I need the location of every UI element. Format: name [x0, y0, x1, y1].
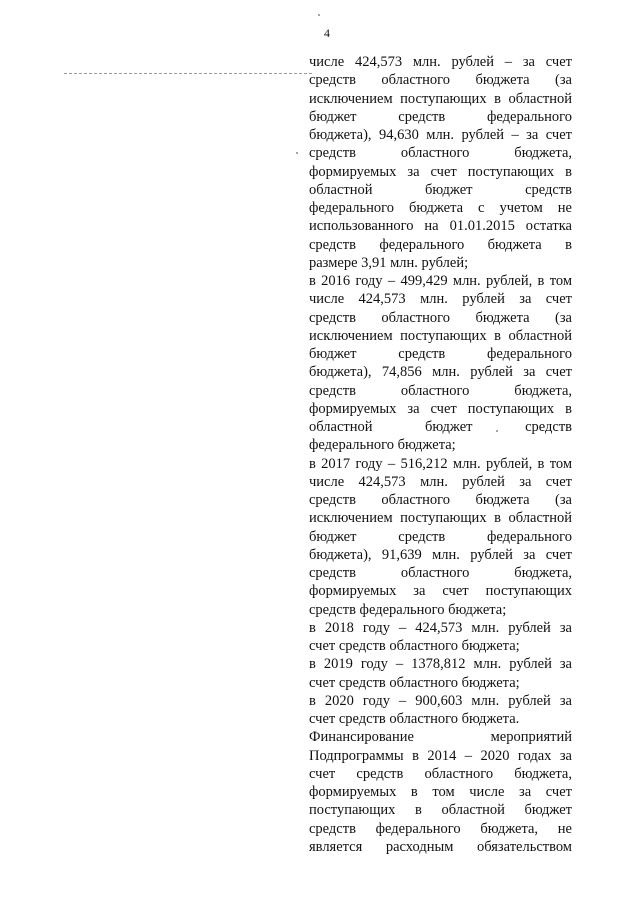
text-line: областной бюджет средств: [309, 181, 572, 198]
document-text-column: [309, 53, 572, 856]
text-line: формируемых за счет поступающих: [309, 583, 572, 600]
text-line: исключением поступающих в областной: [309, 327, 572, 344]
text-line: средств федерального бюджета;: [309, 601, 507, 618]
text-line: числе 424,573 млн. рублей – за счет: [309, 54, 572, 70]
text-line: федерального бюджета;: [309, 437, 456, 454]
text-line: бюджет средств федерального: [309, 108, 572, 125]
text-line: средств федерального бюджета, не: [309, 820, 572, 837]
text-line: средств областного бюджета (за: [309, 72, 572, 89]
text-line: счет средств областного бюджета;: [309, 638, 520, 654]
text-line: размере 3,91 млн. рублей;: [309, 254, 469, 271]
text-line: средств федерального бюджета в: [309, 236, 572, 253]
text-line: средств областного бюджета,: [309, 145, 572, 162]
text-line: исключением поступающих в областной: [309, 90, 572, 107]
text-line: исключением поступающих в областной: [309, 510, 572, 527]
text-line: средств областного бюджета,: [309, 565, 572, 581]
text-line: числе 424,573 млн. рублей за счет: [309, 291, 572, 308]
text-line: Финансирование мероприятий: [309, 729, 572, 746]
scan-fold-line: [64, 73, 312, 74]
page-number: 4: [324, 26, 330, 40]
text-line: в 2019 году – 1378,812 млн. рублей за: [309, 656, 572, 673]
text-line: бюджет средств федерального: [309, 346, 572, 362]
text-line: является расходным обязательством: [309, 838, 572, 855]
text-line: формируемых за счет поступающих в: [309, 400, 572, 417]
text-line: бюджета), 91,639 млн. рублей за счет: [309, 546, 572, 563]
text-line: областной бюджет средств: [309, 419, 572, 435]
text-line: бюджета), 74,856 млн. рублей за счет: [309, 364, 572, 381]
text-line: федерального бюджета с учетом не: [309, 200, 572, 216]
scan-speck: [296, 152, 298, 154]
text-line: числе 424,573 млн. рублей за счет: [309, 473, 572, 490]
text-line: счет средств областного бюджета,: [309, 765, 572, 782]
text-line: поступающих в областной бюджет: [309, 802, 572, 819]
text-line: формируемых за счет поступающих в: [309, 163, 572, 180]
text-line: в 2017 году – 516,212 млн. рублей, в том: [309, 455, 572, 472]
text-line: счет средств областного бюджета.: [309, 711, 520, 727]
text-line: в 2016 году – 499,429 млн. рублей, в том: [309, 273, 572, 289]
text-line: средств областного бюджета,: [309, 382, 572, 399]
text-line: бюджет средств федерального: [309, 528, 572, 545]
scan-speck: [318, 14, 320, 16]
text-line: счет средств областного бюджета;: [309, 674, 520, 691]
text-line: использованного на 01.01.2015 остатка: [309, 218, 572, 235]
text-line: Подпрограммы в 2014 – 2020 годах за: [309, 747, 572, 764]
text-line: бюджета), 94,630 млн. рублей – за счет: [309, 127, 572, 143]
text-line: в 2018 году – 424,573 млн. рублей за: [309, 619, 572, 636]
text-line: средств областного бюджета (за: [309, 309, 572, 326]
text-line: в 2020 году – 900,603 млн. рублей за: [309, 692, 572, 709]
text-line: средств областного бюджета (за: [309, 492, 572, 508]
text-line: формируемых в том числе за счет: [309, 784, 572, 800]
